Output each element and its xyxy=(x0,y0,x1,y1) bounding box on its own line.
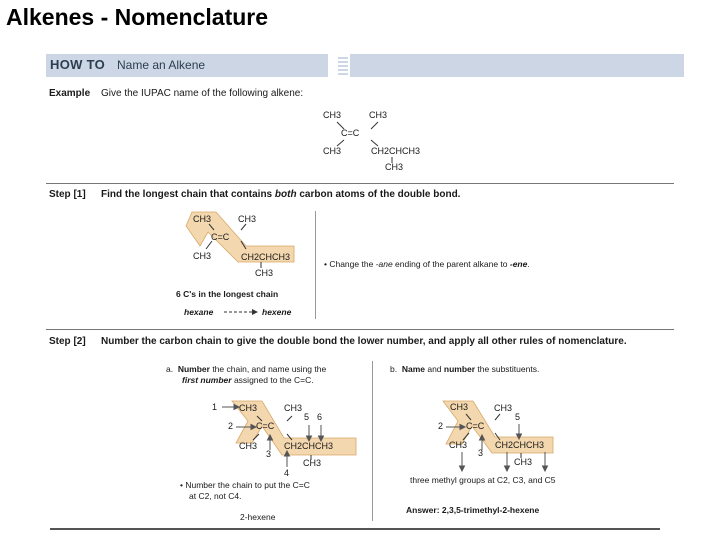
s2a-double-bond: C=C xyxy=(256,421,275,431)
s2b-ch3-bl: CH3 xyxy=(449,440,468,450)
s2b-substituent: CH2CHCH3 xyxy=(495,440,545,450)
ex-double-bond: C=C xyxy=(341,128,360,138)
step1-caption: 6 C's in the longest chain xyxy=(176,289,279,299)
s1-ch3-tl: CH3 xyxy=(193,214,212,224)
ex-ch3-bottom: CH3 xyxy=(385,162,404,172)
step2-label: Step [2] xyxy=(49,336,86,347)
s2a-num-5: 5 xyxy=(304,412,310,422)
s1-ch3-bl: CH3 xyxy=(193,251,212,261)
step2a-name: 2-hexene xyxy=(240,512,276,522)
s2a-ch3-bl: CH3 xyxy=(239,441,258,451)
s2a-num-2: 2 xyxy=(228,421,234,431)
bottom-rule xyxy=(50,528,660,530)
s2b-num-3: 3 xyxy=(478,448,484,458)
howto-title: Name an Alkene xyxy=(117,58,206,72)
s2a-ch3-tl: CH3 xyxy=(239,403,258,413)
s2b-ch3-tl: CH3 xyxy=(450,402,469,412)
ex-ch3-tl: CH3 xyxy=(323,110,342,120)
s2b-ch3-tr: CH3 xyxy=(494,403,513,413)
step2a-line1: a. Number the chain, and name using the xyxy=(166,364,327,374)
step1-bullet: • Change the -ane ending of the parent alkane to -ene. xyxy=(324,259,530,269)
ex-ch3-bl: CH3 xyxy=(323,146,342,156)
s2b-num-5: 5 xyxy=(515,412,521,422)
s1-ch3-bottom: CH3 xyxy=(255,268,274,278)
s2b-num-2: 2 xyxy=(438,421,444,431)
ex-ch3-tr: CH3 xyxy=(369,110,388,120)
step1-from-word: hexane xyxy=(184,307,214,317)
step2b-answer: Answer: 2,3,5-trimethyl-2-hexene xyxy=(406,505,540,515)
example-label: Example xyxy=(49,88,91,99)
slide-title: Alkenes - Nomenclature xyxy=(6,4,269,30)
s2b-ch3-bottom: CH3 xyxy=(514,457,533,467)
s2a-ch3-bottom: CH3 xyxy=(303,458,322,468)
s2a-ch3-tr: CH3 xyxy=(284,403,303,413)
step2-instruction: Number the carbon chain to give the double bond the lower number, and apply all other rules of nomenclature. xyxy=(101,336,627,347)
howto-keyword: HOW TO xyxy=(50,57,105,72)
step2a-note-2: at C2, not C4. xyxy=(189,491,242,501)
step2a-line2: first number assigned to the C=C. xyxy=(182,375,314,385)
step2a-note-1: • Number the chain to put the C=C xyxy=(180,480,310,490)
s2a-substituent: CH2CHCH3 xyxy=(284,441,334,451)
step1-instruction: Find the longest chain that contains both carbon atoms of the double bond. xyxy=(101,189,461,200)
step1-to-word: hexene xyxy=(262,307,292,317)
s1-substituent: CH2CHCH3 xyxy=(241,252,291,262)
step2b-line: b. Name and number the substituents. xyxy=(390,364,540,374)
s2a-num-3: 3 xyxy=(266,449,272,459)
s2b-double-bond: C=C xyxy=(466,421,485,431)
s2a-num-1: 1 xyxy=(212,402,218,412)
s2a-num-6: 6 xyxy=(317,412,323,422)
ex-substituent: CH2CHCH3 xyxy=(371,146,421,156)
s2a-num-4: 4 xyxy=(284,468,290,478)
step1-label: Step [1] xyxy=(49,189,86,200)
s1-double-bond: C=C xyxy=(211,232,230,242)
step2b-substituents: three methyl groups at C2, C3, and C5 xyxy=(410,475,556,485)
s1-ch3-tr: CH3 xyxy=(238,214,257,224)
example-prompt: Give the IUPAC name of the following alkene: xyxy=(101,88,304,99)
